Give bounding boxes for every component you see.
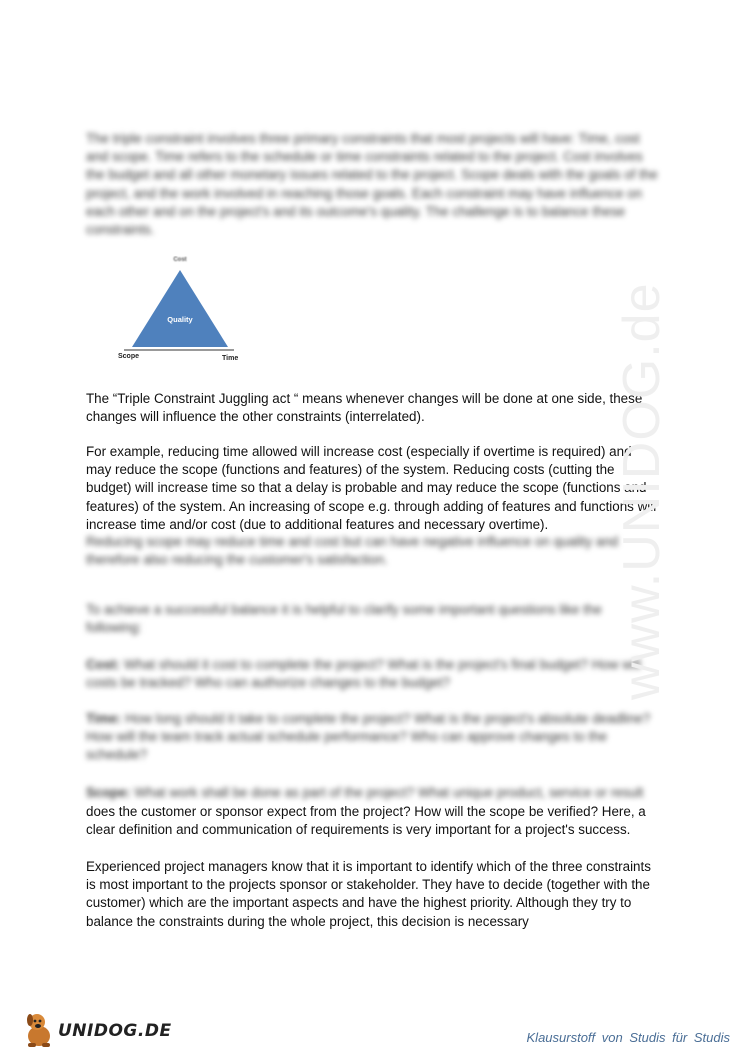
cost-text: What should it cost to complete the project? What is the project's final budget? How will costs be tracked? Who can authorize changes to the budget? (86, 657, 641, 691)
diagram-center-label: Quality (167, 315, 193, 324)
juggling-act-paragraph: The “Triple Constraint Juggling act “ means whenever changes will be done at one side, these changes will influence the other constraints (interrelated). (86, 391, 643, 425)
time-label: Time: (86, 711, 122, 726)
intro-paragraph: The triple constraint involves three primary constraints that most projects will have: Time, cost and scope. Time refers to the schedule or time constraints related to the project. Cost involves the budget and all other monetary issues related to the project. Scope deals with the goals of the project, and the work involved in reaching those goals. Each constraint may have influence on each other and on the project's and its outcome's quality. The challenge is to balance these constraints. (86, 131, 658, 238)
balance-paragraph: To achieve a successful balance it is helpful to clarify some important questions like the following: (86, 602, 602, 636)
watermark-text: www.UNIDOG.de (613, 282, 671, 700)
footer-logo (22, 1010, 172, 1050)
triple-constraint-diagram (110, 250, 250, 365)
time-paragraph (86, 710, 660, 765)
scope-label: Scope: (86, 785, 131, 800)
project-managers-paragraph: Experienced project managers know that it is important to identify which of the three constraints is most important to the projects sponsor or stakeholder. They have to decide (together with the customer) which are the important aspects and have the highest priority. Although they try to balance the constraints during the whole project, this decision is necessary (86, 859, 651, 929)
scope-reduction-paragraph: Reducing scope may reduce time and cost but can have negative influence on quality and therefore also reducing the customer's satisfaction. (86, 534, 619, 568)
diagram-left-label: Scope (118, 353, 140, 360)
scope-text-first-line: What work shall be done as part of the project? What unique product, service or result (130, 785, 644, 800)
cost-paragraph (86, 656, 660, 692)
logo-text: UNIDOG.DE (58, 1021, 172, 1041)
scope-paragraph: does the customer or sponsor expect from the project? How will the scope be verified? Here, a clear definition and communication of requirements is very important for a project's success. (86, 804, 646, 838)
scope-paragraph-blurred (86, 784, 660, 802)
example-paragraph: For example, reducing time allowed will increase cost (especially if overtime is required) and may reduce the scope (functions and features) of the system. Reducing costs (cutting the budget) will increase time so that a delay is probable and may reduce the scope (functions and features) of the system. An increasing of scope e.g. through adding of features and functions will increase time and/or cost (due to additional features and necessary overtime). (86, 444, 657, 532)
diagram-right-label: Time (222, 355, 239, 362)
triangle-shape (132, 270, 228, 347)
footer-caption: Klausurstoff von Studis für Studis (526, 1030, 730, 1045)
time-text: How long should it take to complete the project? What is the project's absolute deadline? How will the team track actual schedule performance? Who can approve changes to the schedule? (86, 711, 651, 763)
dog-mascot-icon (22, 1010, 56, 1048)
cost-label: Cost: (86, 657, 121, 672)
diagram-top-label: Cost (173, 257, 187, 263)
